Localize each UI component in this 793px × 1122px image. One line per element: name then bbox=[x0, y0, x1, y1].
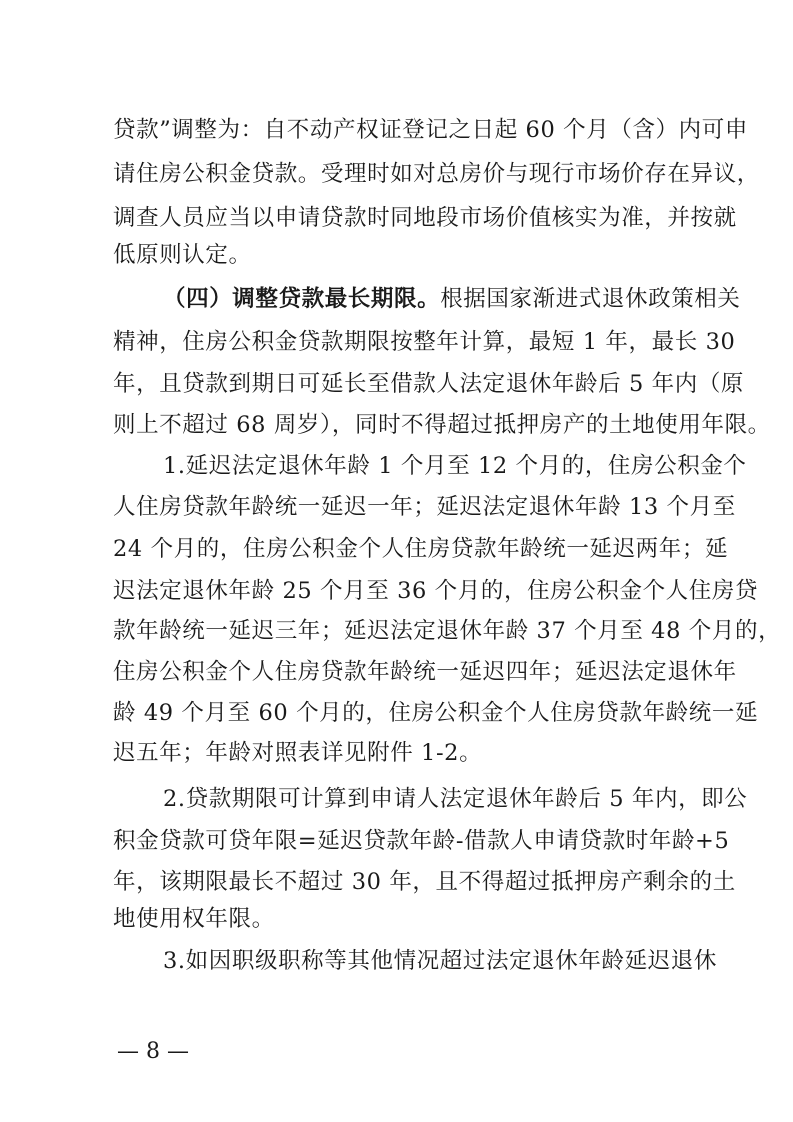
text-line: 低原则认定。 bbox=[113, 242, 252, 268]
text-line: 调查人员应当以申请贷款时同地段市场价值核实为准，并按就 bbox=[113, 205, 737, 231]
text-line: 住房公积金个人住房贷款年龄统一延迟四年；延迟法定退休年 bbox=[113, 659, 737, 685]
text-line: 1.延迟法定退休年龄 1 个月至 12 个月的，住房公积金个 bbox=[163, 453, 747, 479]
text-line: 24 个月的，住房公积金个人住房贷款年龄统一延迟两年；延 bbox=[113, 536, 729, 562]
text-line: 年，且贷款到期日可延长至借款人法定退休年龄后 5 年内（原 bbox=[113, 371, 745, 397]
page-number: — 8 — bbox=[117, 1039, 189, 1064]
text-line: 地使用权年限。 bbox=[113, 906, 275, 932]
text-line: 则上不超过 68 周岁），同时不得超过抵押房产的土地使用年限。 bbox=[113, 412, 771, 438]
text-line: 积金贷款可贷年限=延迟贷款年龄-借款人申请贷款时年龄+5 bbox=[113, 828, 730, 854]
section-heading: （四）调整贷款最长期限。 bbox=[163, 286, 441, 312]
text-line: 迟法定退休年龄 25 个月至 36 个月的，住房公积金个人住房贷 bbox=[113, 578, 759, 604]
text-line: 款年龄统一延迟三年；延迟法定退休年龄 37 个月至 48 个月的， bbox=[113, 618, 782, 644]
text-line: 2.贷款期限可计算到申请人法定退休年龄后 5 年内，即公 bbox=[163, 786, 748, 812]
text-span: 根据国家渐进式退休政策相关 bbox=[440, 286, 741, 312]
paragraph-heading-line bbox=[163, 284, 741, 314]
text-line: 迟五年；年龄对照表详见附件 1-2。 bbox=[113, 740, 483, 766]
text-line: 年，该期限最长不超过 30 年，且不得超过抵押房产剩余的土 bbox=[113, 869, 736, 895]
text-line: 人住房贷款年龄统一延迟一年；延迟法定退休年龄 13 个月至 bbox=[113, 494, 736, 520]
text-line: 请住房公积金贷款。受理时如对总房价与现行市场价存在异议， bbox=[113, 161, 760, 187]
text-line: 3.如因职级职称等其他情况超过法定退休年龄延迟退休 bbox=[163, 948, 717, 974]
text-line: 精神，住房公积金贷款期限按整年计算，最短 1 年，最长 30 bbox=[113, 329, 736, 355]
text-line: 龄 49 个月至 60 个月的，住房公积金个人住房贷款年龄统一延 bbox=[113, 700, 759, 726]
text-line: 贷款”调整为：自不动产权证登记之日起 60 个月（含）内可申 bbox=[113, 117, 748, 143]
